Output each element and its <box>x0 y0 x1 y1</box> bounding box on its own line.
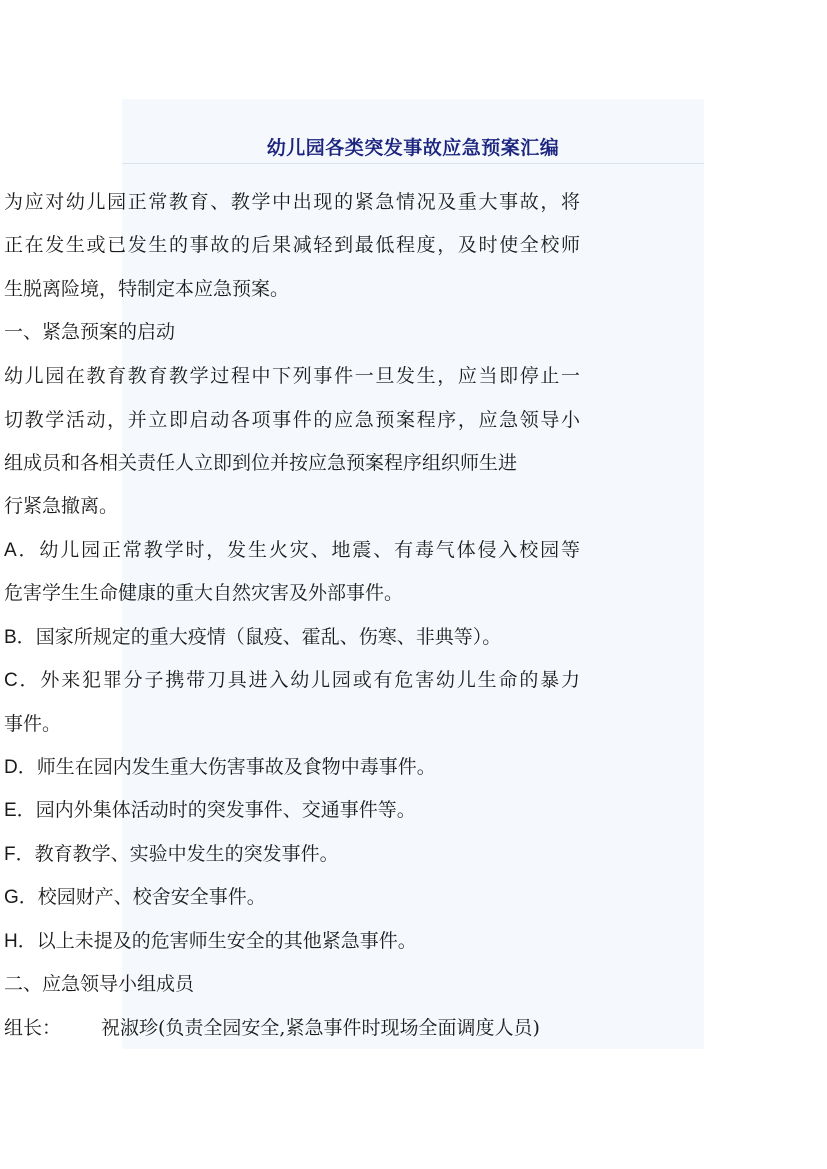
section-heading: 一、紧急预案的启动 <box>4 321 176 343</box>
leader-label: 组长： <box>4 1017 62 1039</box>
item-marker: C． <box>4 670 41 691</box>
item-text: 师生在园内发生重大伤害事故及食物中毒事件。 <box>36 756 436 778</box>
section-heading: 二、应急领导小组成员 <box>4 973 195 995</box>
list-item <box>4 839 580 870</box>
list-item-continuation: 事件。 <box>4 713 62 735</box>
item-text: 以上未提及的危害师生安全的其他紧急事件。 <box>36 930 417 952</box>
item-text: 校园财产、校舍安全事件。 <box>37 886 266 908</box>
intro-line: 正在发生或已发生的事故的后果减轻到最低程度，及时使全校师 <box>4 234 580 256</box>
item-text: 幼儿园正常教学时，发生火灾、地震、有毒气体侵入校园等 <box>39 539 580 561</box>
list-item <box>4 926 580 957</box>
list-item <box>4 665 580 696</box>
item-text: 教育教学、实验中发生的突发事件。 <box>34 843 339 865</box>
item-marker: H． <box>4 931 37 952</box>
intro-line: 为应对幼儿园正常教育、教学中出现的紧急情况及重大事故，将 <box>4 191 580 213</box>
leader-line <box>4 1013 580 1043</box>
list-item <box>4 795 580 826</box>
item-text: 园内外集体活动时的突发事件、交通事件等。 <box>35 799 416 821</box>
list-item <box>4 882 580 913</box>
leader-text: 祝淑珍(负责全园安全,紧急事件时现场全面调度人员) <box>101 1017 540 1039</box>
item-text: 国家所规定的重大疫情（鼠疫、霍乱、伤寒、非典等）。 <box>35 626 502 648</box>
item-marker: B． <box>4 627 36 648</box>
paragraph-line: 行紧急撤离。 <box>4 495 119 517</box>
item-marker: F． <box>4 844 35 865</box>
paragraph-line: 切教学活动，并立即启动各项事件的应急预案程序，应急领导小 <box>4 409 580 431</box>
paragraph-line: 组成员和各相关责任人立即到位并按应急预案程序组织师生进 <box>4 452 518 474</box>
paragraph-line: 幼儿园在教育教育教学过程中下列事件一旦发生，应当即停止一 <box>4 365 580 387</box>
list-item <box>4 752 580 783</box>
list-item-continuation: 危害学生生命健康的重大自然灾害及外部事件。 <box>4 582 404 604</box>
document-title: 幼儿园各类突发事故应急预案汇编 <box>266 137 560 159</box>
list-item <box>4 622 580 653</box>
item-marker: E． <box>4 800 36 821</box>
item-marker: D． <box>4 757 37 778</box>
title-band <box>122 99 704 164</box>
item-marker: A． <box>4 540 40 561</box>
intro-line: 生脱离险境，特制定本应急预案。 <box>4 278 290 300</box>
item-marker: G． <box>4 887 38 908</box>
item-text: 外来犯罪分子携带刀具进入幼儿园或有危害幼儿生命的暴力 <box>40 669 580 691</box>
list-item <box>4 535 580 566</box>
